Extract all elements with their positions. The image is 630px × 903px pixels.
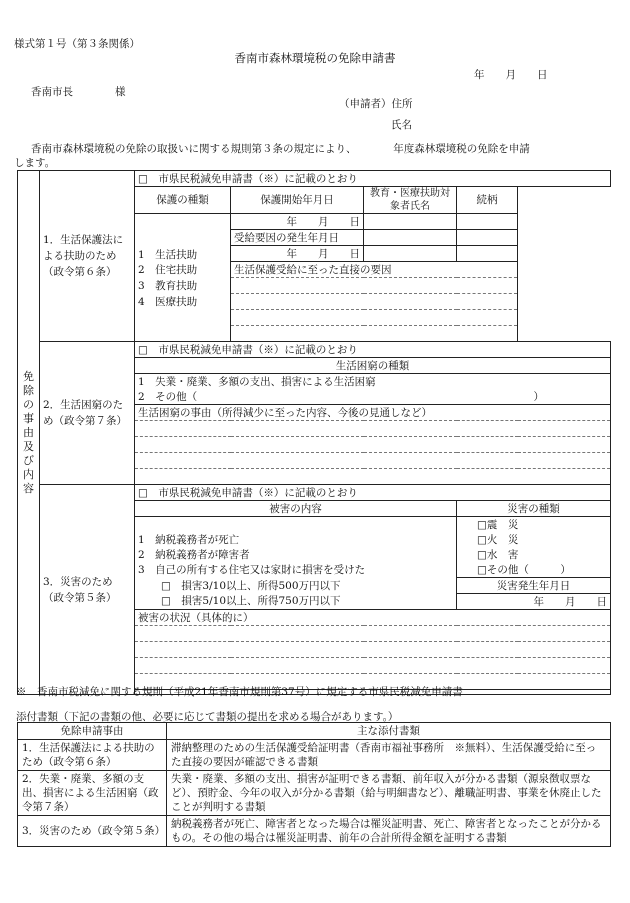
hardship-reason-label: 生活困窮の事由（所得減少に至った内容、今後の見通しなど）: [135, 405, 611, 421]
section1-check-line[interactable]: □ 市県民税減免申請書（※）に記載のとおり: [135, 171, 611, 187]
col-target-header: 教育・医療扶助対象者氏名: [364, 187, 457, 214]
footnote: ※ 香南市税減免に関する規則（平成21年香南市規則第37号）に規定する市県民税減免申請書: [16, 686, 463, 698]
damage-content-header: 被害の内容: [135, 501, 457, 517]
relation-cell[interactable]: [457, 214, 518, 230]
col-start-header: 保護開始年月日: [231, 187, 364, 214]
att-row-reason: 1．生活保護法による扶助のため（政令第６条）: [18, 740, 167, 771]
hardship-option-2-close: ）: [518, 389, 611, 405]
disaster-type-fire[interactable]: □火 災: [457, 532, 611, 547]
disaster-type-header: 災害の種類: [457, 501, 611, 517]
kind-2[interactable]: 2 住宅扶助: [135, 262, 231, 278]
target-name-cell[interactable]: [364, 246, 457, 262]
damage-situation-line[interactable]: [135, 626, 611, 642]
body-text-line1: 香南市森林環境税の免除の取扱いに関する規則第３条の規定により、 年度森林環境税の免除を申請: [31, 143, 530, 155]
cause-label: 生活保護受給に至った直接の要因: [231, 262, 518, 278]
damage-item-3[interactable]: 3 自己の所有する住宅又は家財に損害を受けた: [135, 562, 457, 578]
disaster-type-other[interactable]: □その他（ ）: [457, 562, 611, 578]
section3-label: 3．災害のため（政令第５条）: [40, 485, 135, 695]
damage-item-3a[interactable]: □ 損害3/10以上、所得500万円以下: [135, 578, 457, 594]
kind-1[interactable]: 1 生活扶助: [135, 214, 231, 262]
attachments-table: [17, 722, 611, 847]
damage-item-3b[interactable]: □ 損害5/10以上、所得750万円以下: [135, 594, 457, 610]
section2-label: 2．生活困窮のため（政令第７条）: [40, 342, 135, 485]
att-row-reason: 3．災害のため（政令第５条）: [18, 816, 167, 847]
target-name-cell[interactable]: [364, 214, 457, 230]
attachments-caption: 添付書類（下記の書類の他、必要に応じて書類の提出を求める場合があります。）: [16, 711, 399, 723]
relation-cell[interactable]: [457, 230, 518, 246]
cause-line[interactable]: [231, 294, 518, 310]
att-row-docs: 滞納整理のための生活保護受給証明書（香南市福祉事務所 ※無料）、生活保護受給に至った直接の要因が確認できる書類: [167, 740, 611, 771]
col-relation-header: 続柄: [457, 187, 518, 214]
col-kind-header: 保護の種類: [135, 187, 231, 214]
att-row-docs: 失業・廃業、多額の支出、損害が証明できる書類、前年収入が分かる書類（源泉徴収票など）、預貯金、今年の収入が分かる書類（給与明細書など）、離職証明書、事業を休廃止したことが判明する書類: [167, 771, 611, 816]
target-name-cell[interactable]: [364, 230, 457, 246]
cause-line[interactable]: [231, 326, 518, 342]
hardship-option-2[interactable]: 2 その他（: [135, 389, 518, 405]
hardship-type-header: 生活困窮の種類: [135, 358, 611, 374]
addressee: 香南市長 様: [31, 86, 126, 98]
hardship-reason-line[interactable]: [135, 453, 611, 469]
cause-line[interactable]: [231, 278, 518, 294]
relation-cell[interactable]: [457, 246, 518, 262]
disaster-type-earthquake[interactable]: □震 災: [457, 517, 611, 533]
att-col-docs: 主な添付書類: [167, 723, 611, 740]
att-row-docs: 納税義務者が死亡、障害者となった場合は罹災証明書、死亡、障害者となったことが分かるもの。その他の場合は罹災証明書、前年の合計所得金額を証明する書類: [167, 816, 611, 847]
applicant-address-label: （申請者）住所: [339, 98, 413, 110]
damage-item-2[interactable]: 2 納税義務者が障害者: [135, 547, 457, 562]
date-line: 年 月 日: [474, 69, 548, 81]
body-text-line2: します。: [14, 157, 56, 169]
hardship-reason-line[interactable]: [135, 437, 611, 453]
kind-3[interactable]: 3 教育扶助: [135, 278, 231, 294]
form-number: 様式第１号（第３条関係）: [14, 38, 140, 50]
hardship-reason-line[interactable]: [135, 421, 611, 437]
disaster-type-flood[interactable]: □水 害: [457, 547, 611, 562]
kind-4[interactable]: 4 医療扶助: [135, 294, 231, 310]
att-col-reason: 免除申請事由: [18, 723, 167, 740]
cause-line[interactable]: [231, 310, 518, 326]
occurrence-date-label: 災害発生年月日: [457, 578, 611, 594]
hardship-reason-line[interactable]: [135, 469, 611, 485]
hardship-option-1[interactable]: 1 失業・廃業、多額の支出、損害による生活困窮: [135, 374, 611, 390]
side-label: 免除の事由及び内容: [18, 171, 40, 695]
cause-date-label: 受給要因の発生年月日: [231, 230, 364, 246]
section3-check-line[interactable]: □ 市県民税減免申請書（※）に記載のとおり: [135, 485, 611, 501]
damage-situation-line[interactable]: [135, 642, 611, 658]
damage-item-1[interactable]: 1 納税義務者が死亡: [135, 532, 457, 547]
occurrence-date-field[interactable]: 年 月 日: [457, 594, 611, 610]
page-title: 香南市森林環境税の免除申請書: [234, 51, 396, 65]
damage-situation-line[interactable]: [135, 658, 611, 674]
section1-label: 1．生活保護法による扶助のため（政令第６条）: [40, 171, 135, 342]
att-row-reason: 2．失業・廃業、多額の支出、損害による生活困窮（政令第７条）: [18, 771, 167, 816]
damage-situation-label: 被害の状況（具体的に）: [135, 610, 611, 626]
section2-check-line[interactable]: □ 市県民税減免申請書（※）に記載のとおり: [135, 342, 611, 358]
start-date-field[interactable]: 年 月 日: [231, 214, 364, 230]
exemption-reason-table: [17, 170, 611, 695]
cause-date-field[interactable]: 年 月 日: [231, 246, 364, 262]
applicant-name-label: 氏名: [391, 119, 412, 131]
